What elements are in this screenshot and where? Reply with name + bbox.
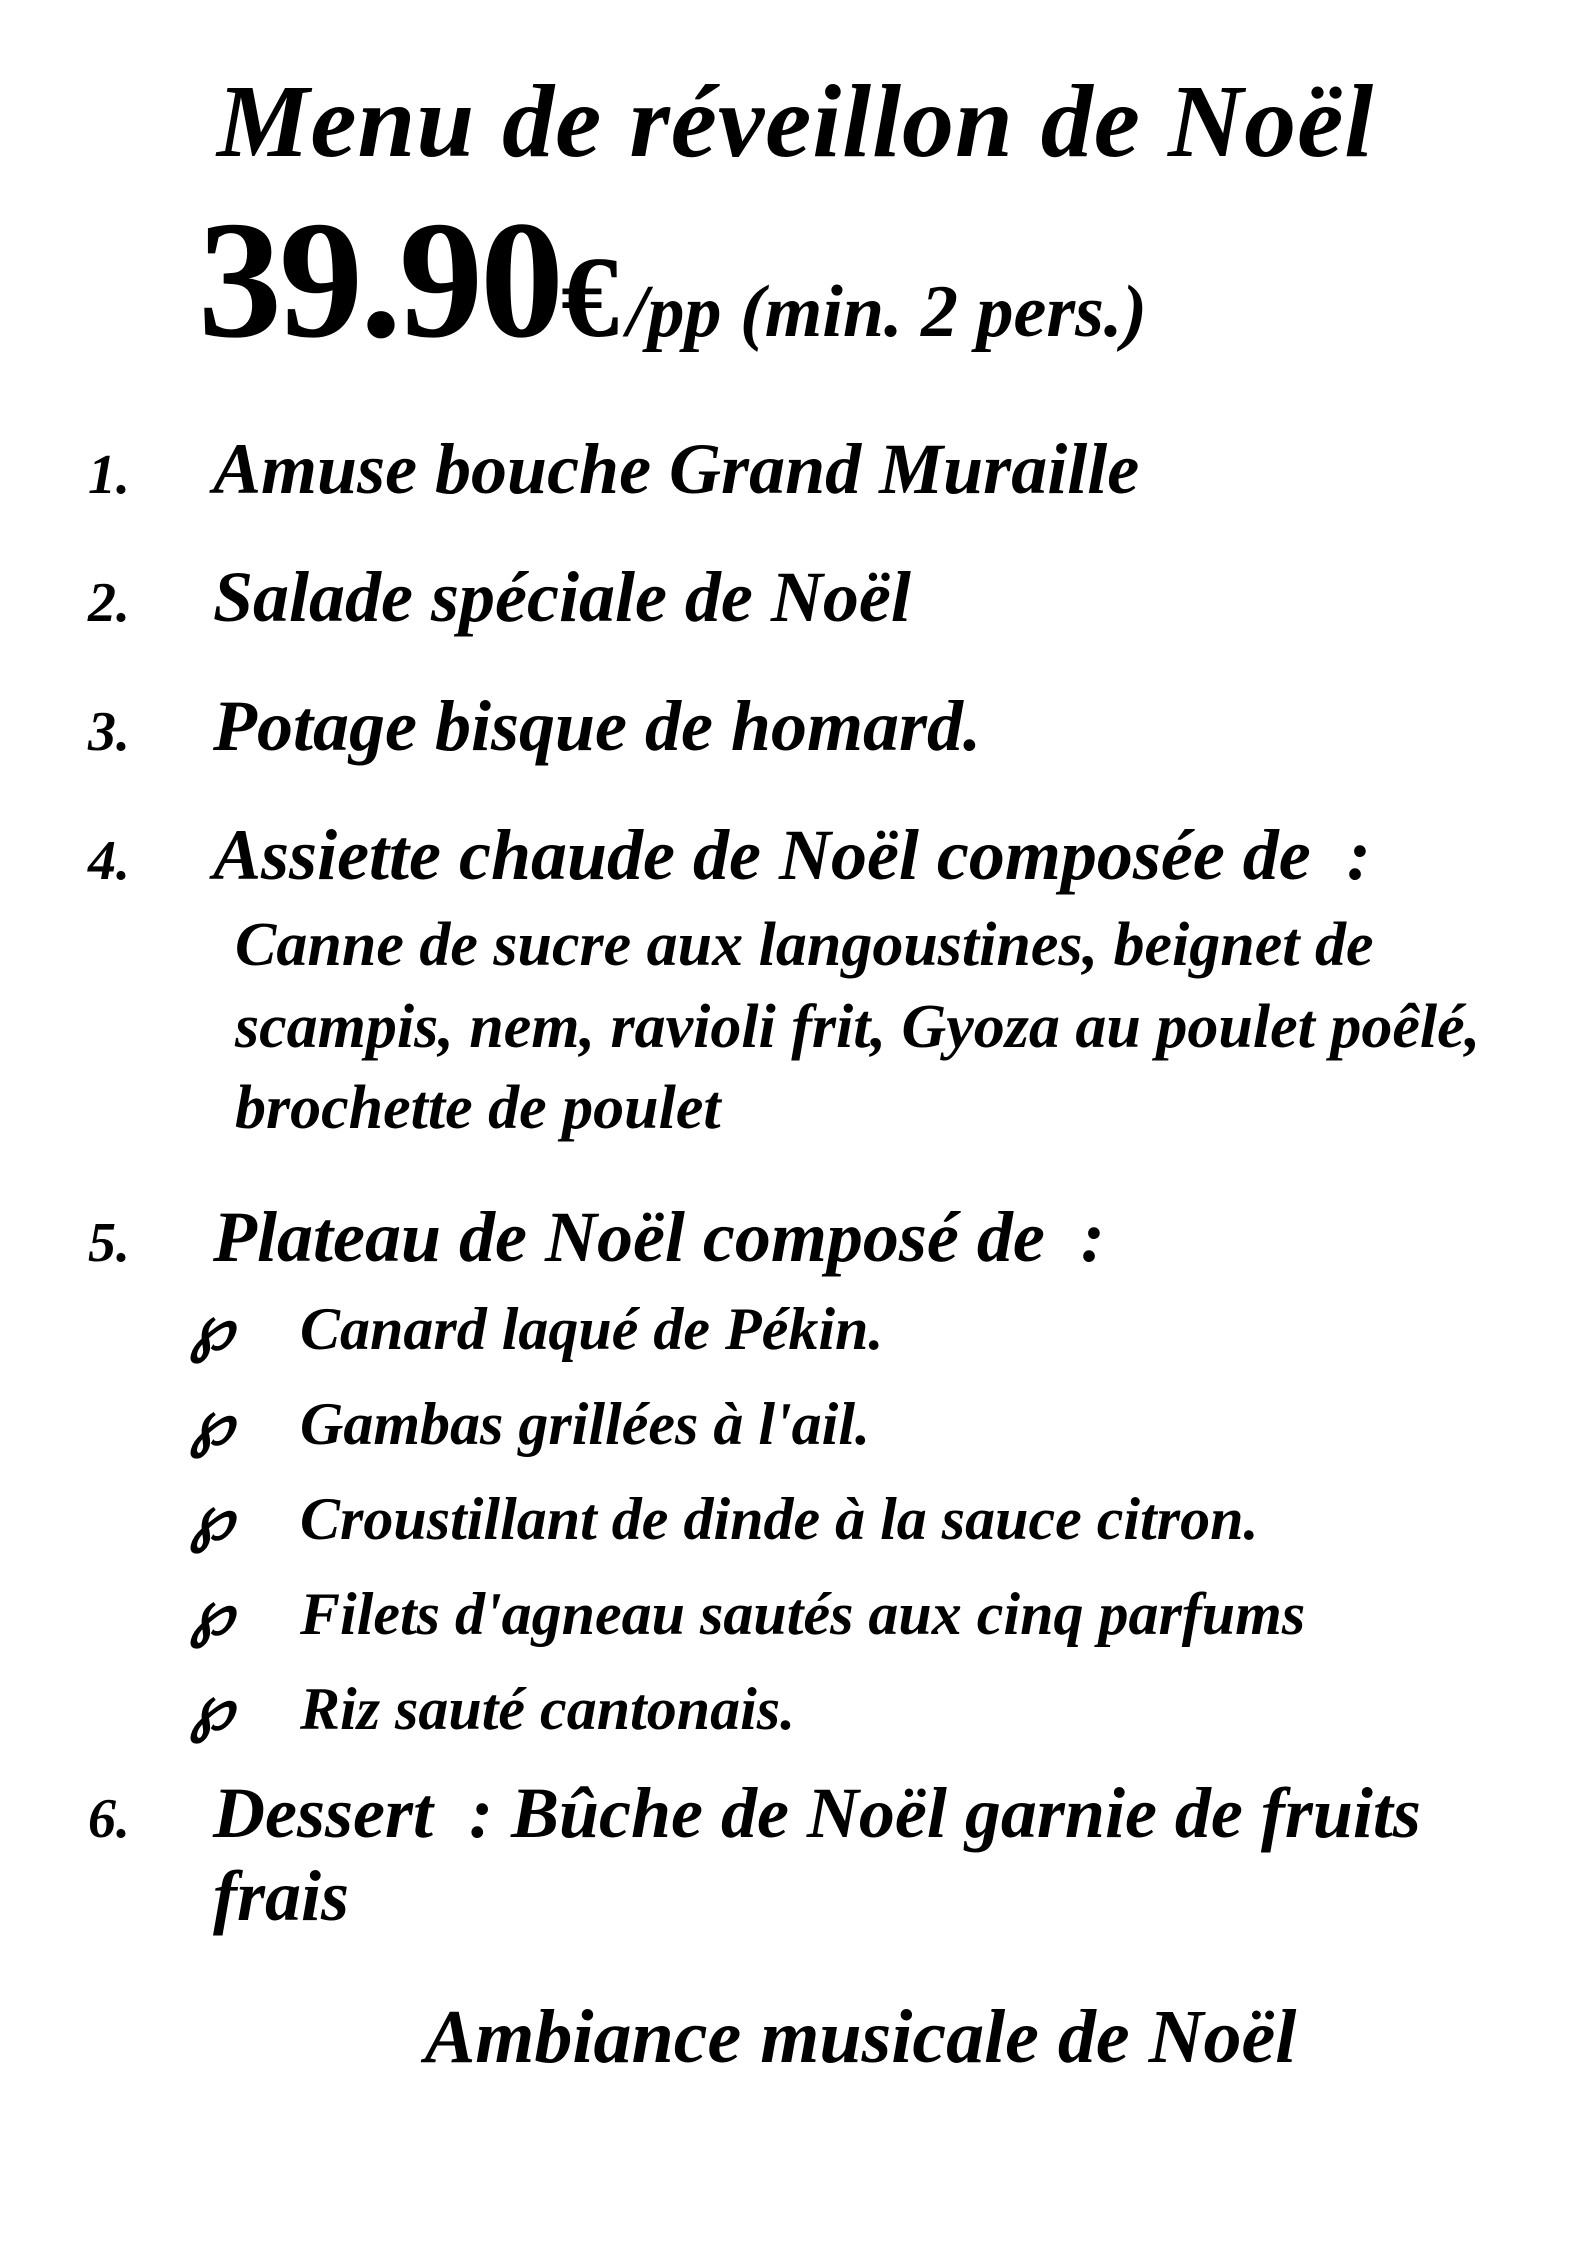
menu-item-1 <box>0 428 1591 511</box>
price-suffix: /pp (min. 2 pers.) <box>627 270 1148 353</box>
plateau-sub-list <box>0 1295 1591 1744</box>
script-bullet-icon: ℘ <box>190 1390 234 1459</box>
menu-list <box>0 428 1591 1938</box>
menu-item-2 <box>0 556 1591 639</box>
sub-item-text: Riz sauté cantonais. <box>300 1676 796 1743</box>
price-line <box>198 186 1591 373</box>
item-number: 6. <box>88 1788 130 1851</box>
item-4-detail: Canne de sucre aux langoustines, beignet de scampis, nem, ravioli frit, Gyoza au poulet poêlé, brochette de poulet <box>235 910 1496 1143</box>
page-title: Menu de réveillon de Noël <box>216 64 1375 179</box>
item-number: 4. <box>88 829 130 892</box>
sub-item-5 <box>0 1675 1591 1744</box>
item-text: Plateau de Noël composé de : <box>213 1197 1105 1278</box>
price-amount: 39.90 <box>198 186 561 373</box>
sub-item-text: Gambas grillées à l'ail. <box>300 1391 870 1458</box>
item-number: 3. <box>88 701 130 764</box>
sub-item-text: Filets d'agneau sautés aux cinq parfums <box>300 1581 1306 1648</box>
sub-item-3 <box>0 1485 1591 1554</box>
euro-sign: € <box>561 233 619 362</box>
item-text: Amuse bouche Grand Muraille <box>213 428 1140 509</box>
item-number: 2. <box>88 572 130 635</box>
menu-item-5 <box>0 1196 1591 1279</box>
item-text: Potage bisque de homard. <box>213 686 981 767</box>
sub-item-text: Canard laqué de Pékin. <box>300 1296 884 1363</box>
menu-item-3 <box>0 685 1591 768</box>
sub-item-text: Croustillant de dinde à la sauce citron. <box>300 1486 1259 1553</box>
item-text: Dessert : Bûche de Noël garnie de fruits frais <box>213 1773 1439 1936</box>
sub-item-4 <box>0 1580 1591 1649</box>
bullet-cell <box>0 1675 300 1743</box>
sub-item-2 <box>0 1390 1591 1459</box>
script-bullet-icon: ℘ <box>190 1580 234 1649</box>
item-number: 5. <box>88 1212 130 1275</box>
menu-item-6 <box>0 1772 1591 1938</box>
item-text: Salade spéciale de Noël <box>213 557 911 638</box>
sub-item-1 <box>0 1295 1591 1364</box>
item-text: Assiette chaude de Noël composée de : <box>213 814 1371 895</box>
bullet-cell <box>0 1580 300 1648</box>
bullet-cell <box>0 1485 300 1553</box>
script-bullet-icon: ℘ <box>190 1295 234 1364</box>
script-bullet-icon: ℘ <box>190 1485 234 1554</box>
footer-ambiance: Ambiance musicale de Noël <box>424 1994 1297 2079</box>
item-number: 1. <box>88 443 130 506</box>
bullet-cell <box>0 1390 300 1458</box>
bullet-cell <box>0 1295 300 1363</box>
script-bullet-icon: ℘ <box>190 1675 234 1744</box>
menu-item-4 <box>0 814 1591 897</box>
